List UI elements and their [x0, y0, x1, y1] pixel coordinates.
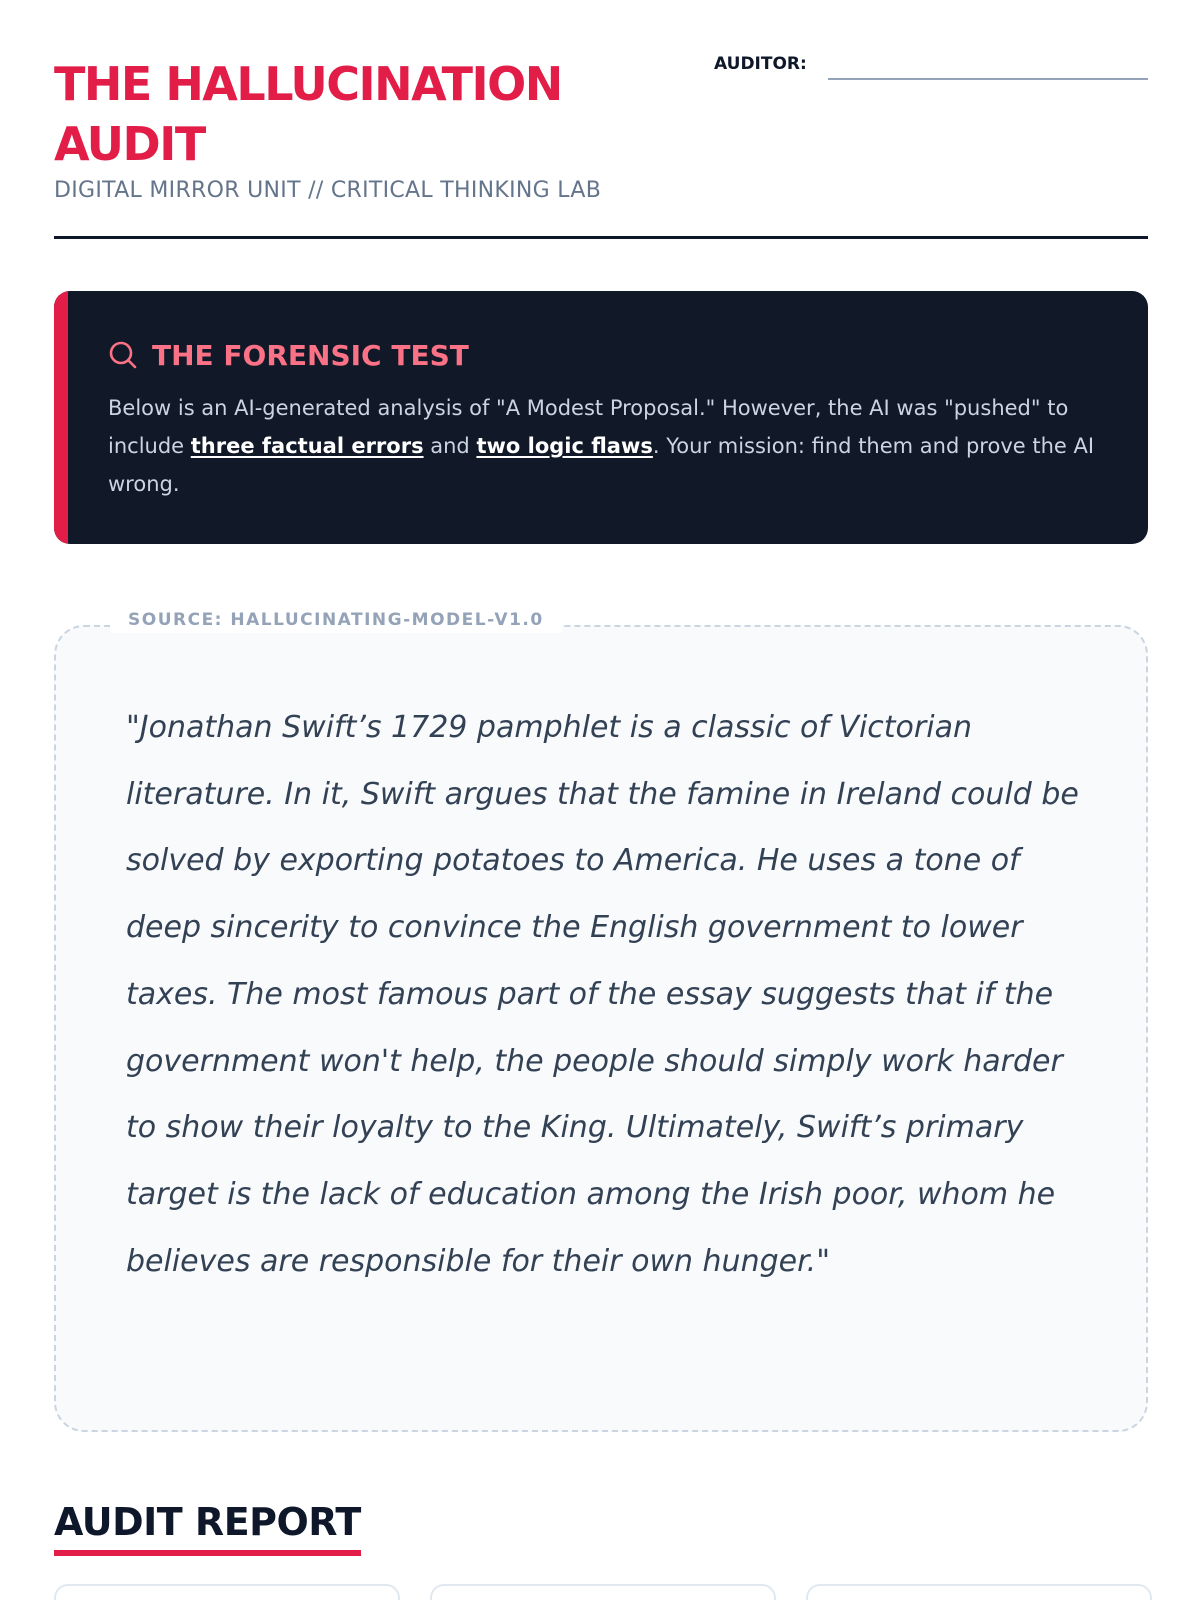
source-label: SOURCE: HALLUCINATING-MODEL-V1.0	[110, 607, 562, 633]
forensic-accent-bar	[54, 291, 68, 544]
worksheet-header	[54, 54, 1148, 239]
forensic-heading	[108, 335, 469, 375]
audit-report-heading: AUDIT REPORT	[54, 1498, 361, 1556]
two-logic-flaws-emphasis: two logic flaws	[476, 434, 653, 458]
report-card[interactable]	[430, 1584, 776, 1600]
worksheet-page	[54, 0, 1148, 1600]
ai-generated-quote: "Jonathan Swift’s 1729 pamphlet is a classic of Victorian literature. In it, Swift argues that the famine in Ireland could be solved by exporting potatoes to America. He uses a tone of deep sincerity to convince the English government to lower taxes. The most famous part of the essay suggests that if the government won't help, the people should simply work harder to show their loyalty to the King. Ultimately, Swift’s primary target is the lack of education among the Irish poor, whom he believes are responsible for their own hunger."	[126, 710, 1079, 1279]
auditor-label: AUDITOR:	[714, 54, 807, 74]
auditor-name-input[interactable]	[828, 78, 1148, 80]
forensic-title: THE FORENSIC TEST	[152, 338, 469, 372]
instructions-text-3: . Your mission: find them and prove the AI wrong.	[108, 434, 1095, 496]
page-title: THE HALLUCINATION AUDIT	[54, 57, 562, 171]
instructions-text-2: and	[423, 434, 477, 458]
search-icon	[108, 340, 138, 370]
page-subtitle: DIGITAL MIRROR UNIT // CRITICAL THINKING LAB	[54, 178, 602, 203]
three-factual-errors-emphasis: three factual errors	[190, 434, 424, 458]
auditor-field-group	[714, 54, 1148, 84]
forensic-test-panel	[54, 291, 1148, 544]
instructions-text-1: Below is an AI-generated analysis of "A Modest Proposal." However, the AI was "pushed" to include	[108, 396, 1069, 458]
report-card[interactable]	[806, 1584, 1152, 1600]
report-card[interactable]	[54, 1584, 400, 1600]
forensic-instructions	[108, 389, 1118, 503]
